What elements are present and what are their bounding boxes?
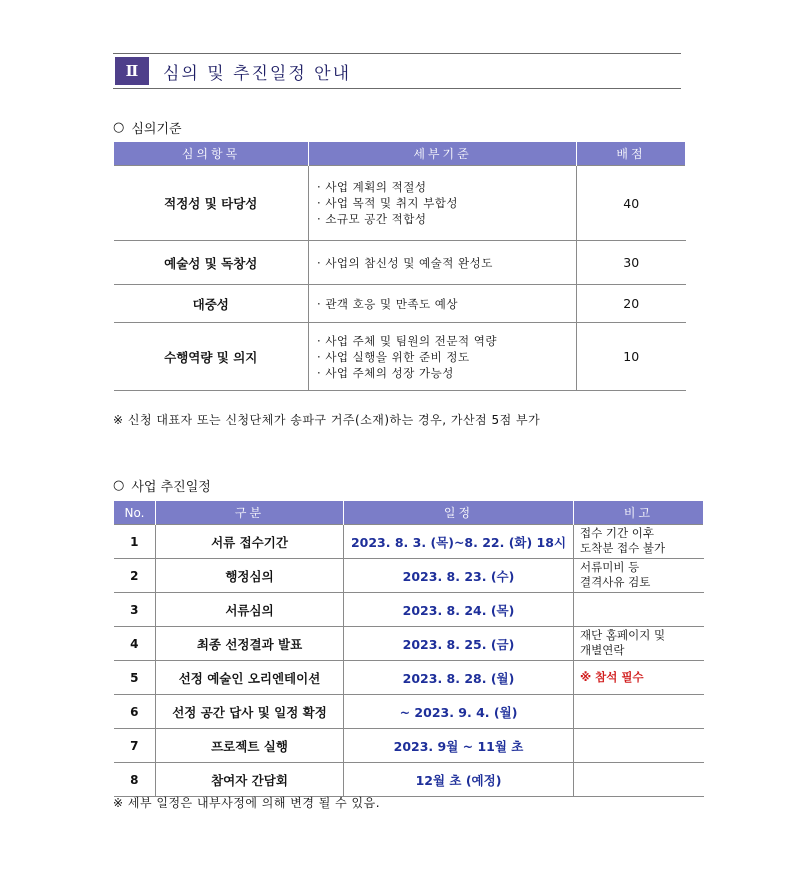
table-row: [114, 729, 704, 763]
schedule-item: 서류 접수기간: [156, 525, 344, 559]
table-row: [114, 763, 704, 797]
detail-line: · 관객 호응 및 만족도 예상: [317, 296, 575, 312]
schedule-item: 참여자 간담회: [156, 763, 344, 797]
schedule-remark: [574, 525, 704, 559]
schedule-remark: [574, 695, 704, 729]
schedule-date: 2023. 8. 25. (금): [344, 627, 574, 661]
detail-line: · 사업 계획의 적절성: [317, 179, 575, 195]
criteria-heading: [113, 118, 182, 137]
detail-line: · 소규모 공간 적합성: [317, 211, 575, 227]
schedule-heading: [113, 476, 211, 495]
criteria-col-detail: 세부기준: [309, 142, 577, 166]
table-row: [114, 285, 686, 323]
schedule-remark: [574, 763, 704, 797]
schedule-remark: [574, 729, 704, 763]
schedule-no: 1: [114, 525, 156, 559]
table-row: [114, 241, 686, 285]
schedule-col-no: No.: [114, 501, 156, 525]
criteria-detail: [309, 285, 577, 323]
criteria-score: 20: [577, 285, 686, 323]
detail-line: · 사업 주체의 성장 가능성: [317, 365, 575, 381]
circle-marker-icon: ○: [113, 120, 125, 135]
schedule-col-item: 구분: [156, 501, 344, 525]
criteria-name: 적정성 및 타당성: [114, 166, 309, 241]
schedule-date: 2023. 8. 28. (월): [344, 661, 574, 695]
remark-line: 결격사유 검토: [580, 575, 651, 589]
schedule-note: ※ 세부 일정은 내부사정에 의해 변경 될 수 있음.: [113, 796, 381, 810]
section-title: 심의 및 추진일정 안내: [163, 63, 352, 84]
schedule-date: 12월 초 (예정): [344, 763, 574, 797]
schedule-item: 서류심의: [156, 593, 344, 627]
schedule-no: 4: [114, 627, 156, 661]
schedule-item: 프로젝트 실행: [156, 729, 344, 763]
schedule-item: 행정심의: [156, 559, 344, 593]
table-row: [114, 525, 704, 559]
schedule-heading-text: 사업 추진일정: [131, 480, 211, 495]
schedule-date: 2023. 8. 24. (목): [344, 593, 574, 627]
schedule-no: 3: [114, 593, 156, 627]
criteria-heading-text: 심의기준: [131, 122, 182, 137]
table-row: [114, 627, 704, 661]
criteria-header-row: [114, 142, 686, 166]
schedule-remark: [574, 661, 704, 695]
schedule-date: 2023. 9월 ~ 11월 초: [344, 729, 574, 763]
criteria-score: 10: [577, 323, 686, 391]
criteria-col-score: 배점: [577, 142, 686, 166]
detail-line: · 사업 실행을 위한 준비 정도: [317, 349, 575, 365]
schedule-remark: [574, 627, 704, 661]
schedule-item: 선정 공간 답사 및 일정 확정: [156, 695, 344, 729]
schedule-date: 2023. 8. 23. (수): [344, 559, 574, 593]
detail-line: · 사업 주체 및 팀원의 전문적 역량: [317, 333, 575, 349]
table-row: [114, 323, 686, 391]
criteria-col-item: 심의항목: [114, 142, 309, 166]
criteria-detail: [309, 166, 577, 241]
criteria-note: ※ 신청 대표자 또는 신청단체가 송파구 거주(소재)하는 경우, 가산점 5점 부가: [113, 413, 541, 427]
table-row: [114, 559, 704, 593]
table-row: [114, 661, 704, 695]
schedule-date: 2023. 8. 3. (목)~8. 22. (화) 18시: [344, 525, 574, 559]
criteria-name: 예술성 및 독창성: [114, 241, 309, 285]
detail-line: · 사업 목적 및 취지 부합성: [317, 195, 575, 211]
remark-line: 서류미비 등: [580, 560, 640, 574]
section-header: [113, 53, 681, 89]
schedule-remark: [574, 559, 704, 593]
criteria-detail: [309, 323, 577, 391]
schedule-no: 6: [114, 695, 156, 729]
criteria-name: 수행역량 및 의지: [114, 323, 309, 391]
schedule-date: ~ 2023. 9. 4. (월): [344, 695, 574, 729]
schedule-no: 8: [114, 763, 156, 797]
criteria-score: 40: [577, 166, 686, 241]
schedule-remark: [574, 593, 704, 627]
schedule-col-date: 일정: [344, 501, 574, 525]
section-number: Ⅱ: [115, 57, 149, 85]
criteria-table: [113, 142, 686, 391]
remark-line: 접수 기간 이후: [580, 526, 654, 540]
criteria-score: 30: [577, 241, 686, 285]
remark-line: 재단 홈페이지 및: [580, 628, 666, 642]
schedule-no: 5: [114, 661, 156, 695]
criteria-detail: [309, 241, 577, 285]
schedule-item: 선정 예술인 오리엔테이션: [156, 661, 344, 695]
table-row: [114, 166, 686, 241]
detail-line: · 사업의 참신성 및 예술적 완성도: [317, 255, 575, 271]
schedule-header-row: [114, 501, 704, 525]
remark-line: 도착분 접수 불가: [580, 541, 666, 555]
table-row: [114, 695, 704, 729]
circle-marker-icon: ○: [113, 478, 125, 493]
schedule-no: 7: [114, 729, 156, 763]
schedule-col-remark: 비고: [574, 501, 704, 525]
schedule-table: [113, 501, 704, 797]
remark-line: 개별연락: [580, 643, 625, 657]
attendance-required-badge: ※ 참석 필수: [580, 670, 644, 684]
schedule-item: 최종 선정결과 발표: [156, 627, 344, 661]
criteria-name: 대중성: [114, 285, 309, 323]
schedule-no: 2: [114, 559, 156, 593]
table-row: [114, 593, 704, 627]
